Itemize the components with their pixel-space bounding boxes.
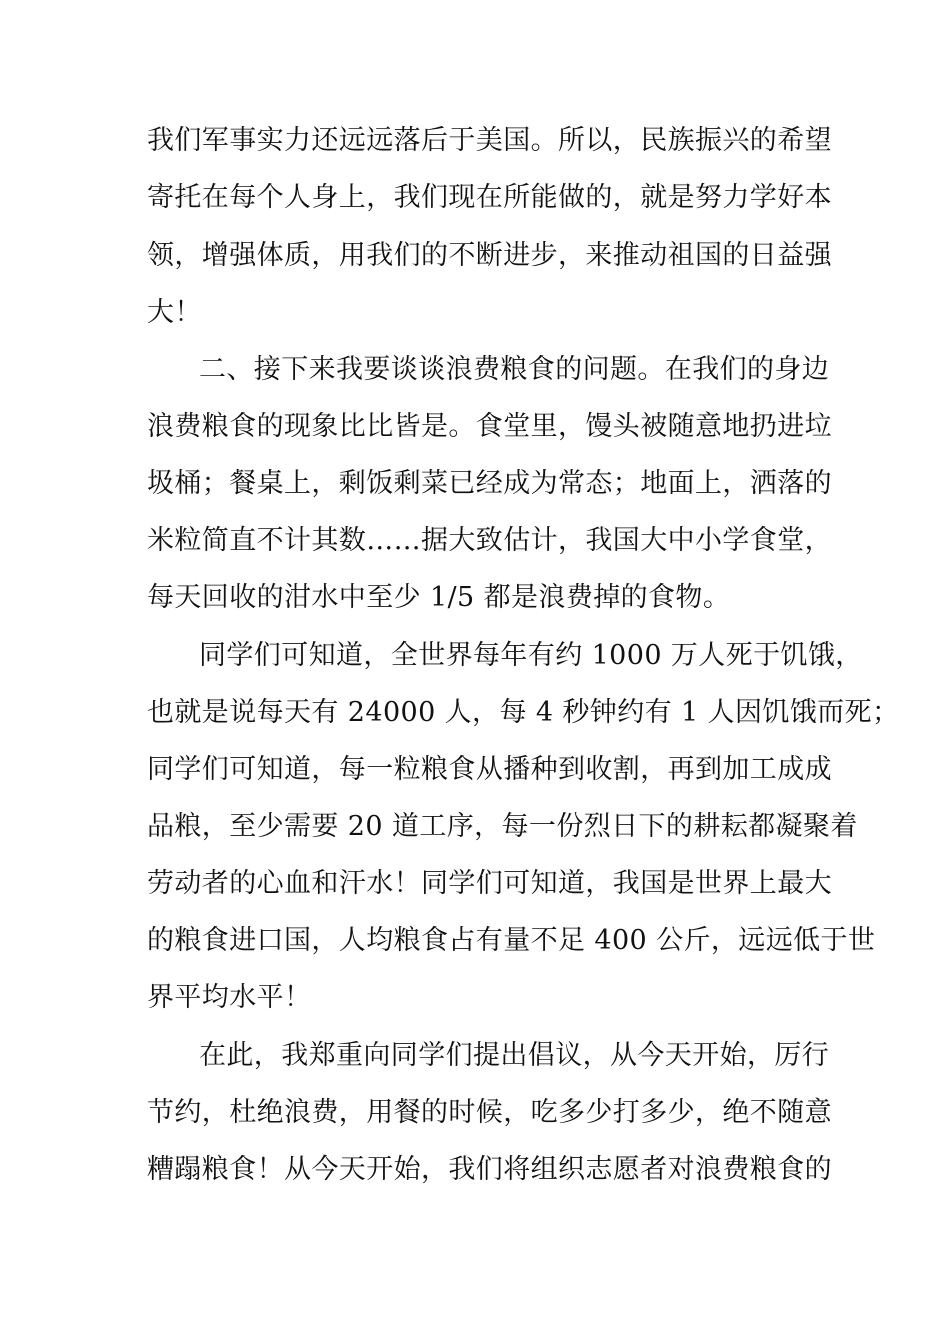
text-line: 每天回收的泔水中至少 1/5 都是浪费掉的食物。: [147, 582, 731, 613]
text-line: 糟蹋粮食！从今天开始，我们将组织志愿者对浪费粮食的: [147, 1154, 832, 1185]
text-line: 领，增强体质，用我们的不断进步，来推动祖国的日益强: [147, 240, 832, 271]
text-line: 二、接下来我要谈谈浪费粮食的问题。在我们的身边: [199, 354, 830, 385]
text-line: 圾桶；餐桌上，剩饭剩菜已经成为常态；地面上，洒落的: [147, 468, 832, 499]
text-line: 界平均水平！: [147, 982, 312, 1013]
text-line: 寄托在每个人身上，我们现在所能做的，就是努力学好本: [147, 182, 832, 213]
text-line: 劳动者的心血和汗水！同学们可知道，我国是世界上最大: [147, 868, 832, 899]
text-line: 米粒简直不计其数……据大致估计，我国大中小学食堂，: [147, 525, 832, 556]
text-line: 的粮食进口国，人均粮食占有量不足 400 公斤，远远低于世: [147, 925, 876, 956]
text-line: 节约，杜绝浪费，用餐的时候，吃多少打多少，绝不随意: [147, 1097, 832, 1128]
text-line: 同学们可知道，每一粒粮食从播种到收割，再到加工成成: [147, 754, 832, 785]
text-line: 我们军事实力还远远落后于美国。所以，民族振兴的希望: [147, 125, 832, 156]
text-line: 浪费粮食的现象比比皆是。食堂里，馒头被随意地扔进垃: [147, 411, 832, 442]
text-line: 品粮，至少需要 20 道工序，每一份烈日下的耕耘都凝聚着: [147, 811, 858, 842]
text-line: 同学们可知道，全世界每年有约 1000 万人死于饥饿，: [199, 640, 863, 671]
text-line: 大！: [147, 297, 202, 328]
text-line: 也就是说每天有 24000 人，每 4 秒钟约有 1 人因饥饿而死；: [147, 697, 900, 728]
text-line: 在此，我郑重向同学们提出倡议，从今天开始，厉行: [199, 1040, 830, 1071]
